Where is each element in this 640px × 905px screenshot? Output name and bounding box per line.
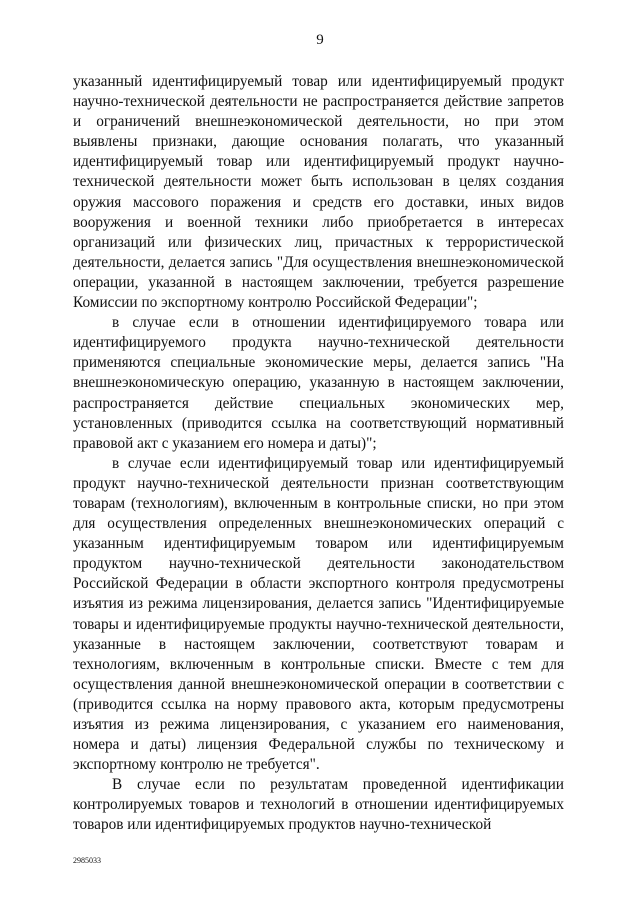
document-body [73,72,564,836]
paragraph: В случае если по результатам проведенной идентификации контролируемых товаров и технологий в отношении идентифицируемых товаров или идентифицируемых продуктов научно-технической [73,776,564,834]
page-number: 9 [316,32,324,48]
paragraph: в случае если в отношении идентифицируемого товара или идентифицируемого продукта научно-технической деятельности применяются специальные экономические меры, делается запись "На внешнеэкономическую операцию, указанную в настоящем заключении, распространяется действие специальных экономических мер, установленных (приводится ссылка на соответствующий нормативный правовой акт с указанием его номера и даты)"; [73,314,564,452]
paragraph: указанный идентифицируемый товар или идентифицируемый продукт научно-технической деятельности не распространяется действие запретов и ограничений внешнеэкономической деятельности, но при этом выявлены признаки, дающие основания полагать, что указанный идентифицируемый товар или идентифицируемый продукт научно-технической деятельности может быть использован в целях создания оружия массового поражения и средств его доставки, иных видов вооружения и военной техники либо приобретается в интересах организаций или физических лиц, причастных к террористической деятельности, делается запись "Для осуществления внешнеэкономической операции, указанной в настоящем заключении, требуется разрешение Комиссии по экспортному контролю Российской Федерации"; [73,73,564,312]
document-code: 2985033 [73,856,101,865]
paragraph: в случае если идентифицируемый товар или идентифицируемый продукт научно-технической деятельности признан соответствующим товарам (технологиям), включенным в контрольные списки, но при этом для осуществления определенных внешнеэкономических операций с указанным идентифицируемым товаром или идентифицируемым продуктом научно-технической деятельности законодательством Российской Федерации в области экспортного контроля предусмотрены изъятия из режима лицензирования, делается запись "Идентифицируемые товары и идентифицируемые продукты научно-технической деятельности, указанные в настоящем заключении, соответствуют товарам и технологиям, включенным в контрольные списки. Вместе с тем для осуществления данной внешнеэкономической операции в соответствии с (приводится ссылка на норму правового акта, которым предусмотрены изъятия из режима лицензирования, с указанием его наименования, номера и даты) лицензия Федеральной службы по техническому и экспортному контролю не требуется". [73,454,564,774]
